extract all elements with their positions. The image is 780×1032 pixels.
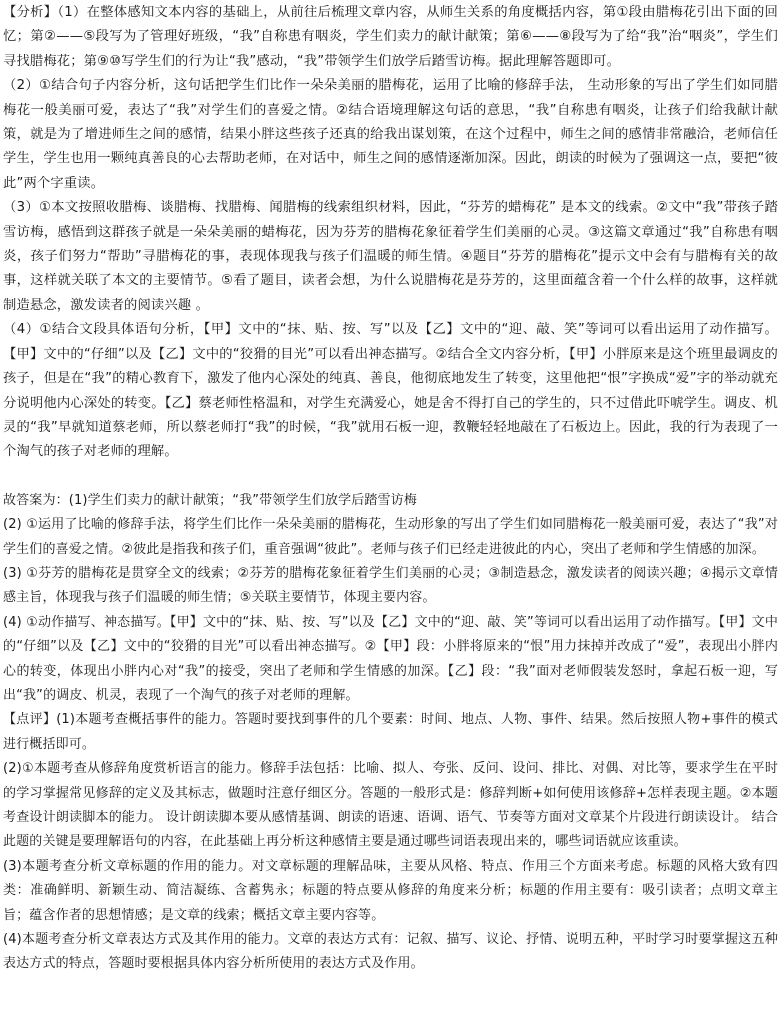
- analysis-paragraph-3: （3）①本文按照收腊梅、谈腊梅、找腊梅、闻腊梅的线索组织材料，因此，“芬芳的蜡梅花” 是本文的线索。②文中“我”带孩子踏雪访梅，感悟到这群孩子就是一朵朵美丽的蜡梅花，因为芬芳的腊梅花象征着学生们美丽的心灵。③这篇文章通过“我”自称患有咽炎，孩子们努力“帮助”寻腊梅花的事，表现体现我与孩子们温暖的师生情。④题目“芬芳的腊梅花”提示文中会有与腊梅有关的故事，这样就关联了本文的主要情节。⑤看了题目，读者会想，为什么说腊梅花是芬芳的，这里面蕴含着一个什么样的故事，这样就 制造悬念，激发读者的阅读兴趣 。: [3, 200, 778, 313]
- answer-paragraph-4: (4) ①动作描写、神态描写。【甲】文中的“抹、贴、按、写”以及【乙】文中的“迎、敲、笑”等词可以看出运用了动作描写。【甲】文中的“仔细”以及【乙】文中的“狡猾的目光”可以看出神态描写。②【甲】段：小胖将原来的“恨”用力抹掉并改成了“爱”，表现出小胖内心的转变，体现出小胖内心对“我”的接受，突出了老师和学生情感的加深。【乙】段：“我”面对老师假装发怒时，拿起石板一迎，写出“我”的调皮、机灵，表现了一个淘气的孩子对老师的理解。: [3, 614, 778, 703]
- analysis-paragraph-1: 【分析】（1）在整体感知文本内容的基础上，从前往后梳理文章内容，从师生关系的角度概括内容，第①段由腊梅花引出下面的回忆；第②——⑤段写为了管理好班级，“我”自称患有咽炎，学生们卖力的献计献策；第⑥——⑧段写为了给“我”治“咽炎”，学生们寻找腊梅花；第⑨⑩写学生们的行为让“我”感动，“我”带领学生们放学后踏雪访梅。据此理解答题即可。: [3, 5, 778, 69]
- answer-paragraph-2: (2) ①运用了比喻的修辞手法，将学生们比作一朵朵美丽的腊梅花，生动形象的写出了学生们如同腊梅花一般美丽可爱，表达了“我”对学生们的喜爱之情。②彼此是指我和孩子们，重音强调“彼此”。老师与孩子们已经走进彼此的内心，突出了老师和学生情感的加深。: [3, 517, 778, 557]
- answer-paragraph-3: (3) ①芬芳的腊梅花是贯穿全文的线索；②芬芳的腊梅花象征着学生们美丽的心灵；③制造悬念，激发读者的阅读兴趣；④揭示文章情感主旨，体现我与孩子们温暖的师生情；⑤关联主要情节，体现主要内容。: [3, 565, 778, 606]
- comment-paragraph-1: 【点评】(1)本题考查概括事件的能力。答题时要找到事件的几个要素：时间、地点、人物、事件、结果。然后按照人物+事件的模式进行概括即可。: [3, 712, 778, 752]
- answer-paragraph-1: 故答案为：(1)学生们卖力的献计献策；“我”带领学生们放学后踏雪访梅: [3, 492, 417, 508]
- comment-paragraph-4: (4)本题考查分析文章表达方式及其作用的能力。文章的表达方式有：记叙、描写、议论、抒情、说明五种，平时学习时要掌握这五种表达方式的特点，答题时要根据具体内容分析所使用的表达方式及作用。: [3, 932, 778, 972]
- analysis-paragraph-2: （2）①结合句子内容分析，这句话把学生们比作一朵朵美丽的腊梅花，运用了比喻的修辞手法， 生动形象的写出了学生们如同腊梅花一般美丽可爱，表达了“我”对学生们的喜爱之情。②结合语境理解这句话的意思，“我”自称患有咽炎，让孩子们给我献计献策，就是为了增进师生之间的感情，结果小胖这些孩子还真的给我出谋划策，在这个过程中，师生之间的感情非常融洽，老师信任学生，学生也用一颗纯真善良的心去帮助老师，在对话中，师生之间的感情逐渐加深。因此，朗读的时候为了强调这一点，要把“彼此”两个字重读。: [3, 78, 778, 191]
- answer-section: [3, 489, 778, 709]
- section-spacer: [3, 465, 778, 489]
- analysis-section: [3, 1, 778, 465]
- comment-section: [3, 708, 778, 976]
- analysis-paragraph-4: （4）①结合文段具体语句分析，【甲】文中的“抹、贴、按、写”以及【乙】文中的“迎、敲、笑”等词可以看出运用了动作描写。【甲】文中的“仔细”以及【乙】文中的“狡猾的目光”可以看出神态描写。②结合全文内容分析，【甲】小胖原来是这个班里最调皮的孩子，但是在“我”的精心教育下，激发了他内心深处的纯真、善良，他彻底地发生了转变，这里他把“恨”字换成“爱”字的举动就充分说明他内心深处的转变。【乙】蔡老师性格温和，对学生充满爱心，她是舍不得打自己的学生的，只不过借此吓唬学生。调皮、机灵的“我”早就知道蔡老师，所以蔡老师打“我”的时候，“我”就用石板一迎，教鞭轻轻地敲在了石板边上。因此，我的行为表现了一个淘气的孩子对老师的理解。: [3, 322, 778, 460]
- comment-paragraph-2: (2)①本题考查从修辞角度赏析语言的能力。修辞手法包括：比喻、拟人、夸张、反问、设问、排比、对偶、对比等，要求学生在平时的学习掌握常见修辞的定义及其标志，做题时注意仔细区分。答题的一般形式是：修辞判断+如何使用该修辞+怎样表现主题。②本题考查设计朗读脚本的能力。 设计朗读脚本要从感情基调、朗读的语速、语调、语气、节奏等方面对文章某个片段进行朗读设计。 结合此题的关键是要理解语句的内容，在此基础上再分析这种感情主要是通过哪些词语表现出来的，哪些词语就应该重读。: [3, 761, 778, 850]
- comment-paragraph-3: (3)本题考查分析文章标题的作用的能力。对文章标题的理解品味，主要从风格、特点、作用三个方面来考虑。标题的风格大致有四类：准确鲜明、新颖生动、简洁凝练、含蓄隽永；标题的特点要从修辞的角度来分析；标题的作用主要有：吸引读者；点明文章主旨；蕴含作者的思想情感；是文章的线索；概括文章主要内容等。: [3, 858, 778, 923]
